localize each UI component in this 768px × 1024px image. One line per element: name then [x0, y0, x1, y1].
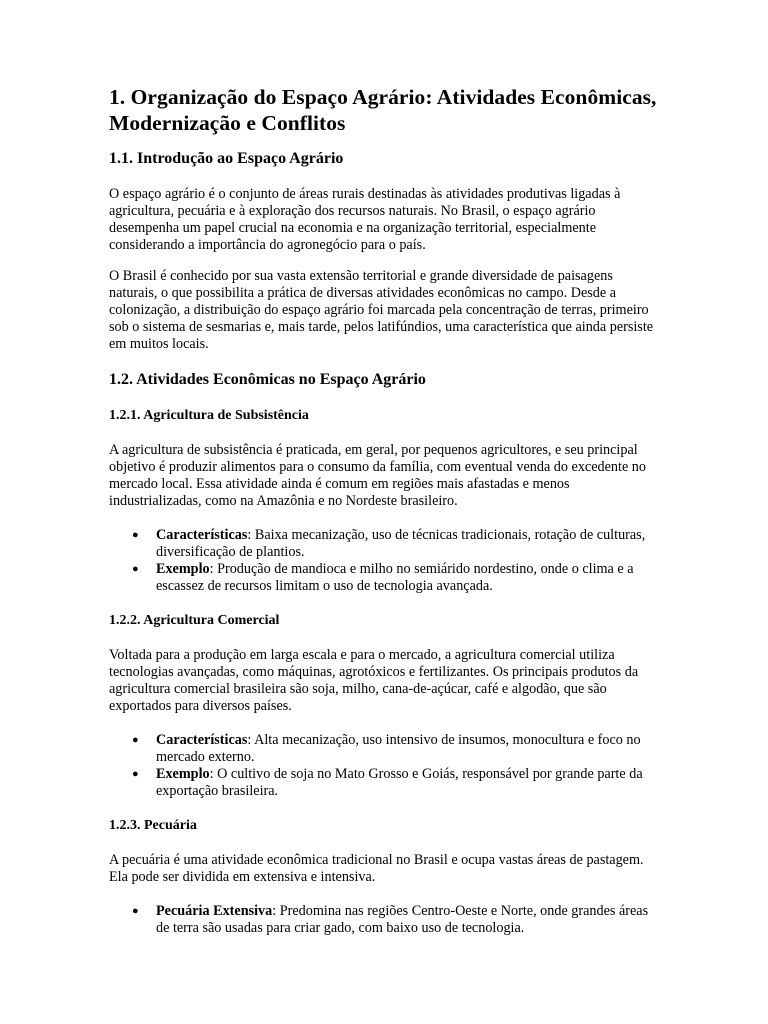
intro-paragraph-1: O espaço agrário é o conjunto de áreas rurais destinadas às atividades produtivas ligadas à agricultura, pecuária e à exploração dos recursos naturais. No Brasil, o espaço agrário desempenha um papel crucial na economia e na organização territorial, especialmente considerando a importância do agronegócio para o país. — [109, 186, 621, 253]
list-item — [132, 903, 661, 937]
section-heading-activities: 1.2. Atividades Econômicas no Espaço Agrário — [109, 371, 426, 388]
document-page — [109, 84, 661, 954]
document-title: 1. Organização do Espaço Agrário: Atividades Econômicas, Modernização e Conflitos — [109, 85, 657, 135]
list-item-text: : Baixa mecanização, uso de técnicas tradicionais, rotação de culturas, diversificação de plantios. — [156, 527, 646, 560]
bullet-icon: ● — [132, 905, 139, 917]
bullet-icon: ● — [132, 529, 139, 541]
commercial-list — [109, 732, 661, 800]
livestock-paragraph: A pecuária é uma atividade econômica tradicional no Brasil e ocupa vastas áreas de pastagem. Ela pode ser dividida em extensiva e intensiva. — [109, 852, 644, 885]
subsistence-paragraph: A agricultura de subsistência é praticada, em geral, por pequenos agricultores, e seu principal objetivo é produzir alimentos para o consumo da família, com eventual venda do excedente no mercado local. Essa atividade ainda é comum em regiões mais afastadas e menos industrializadas, como na Amazônia e no Nordeste brasileiro. — [109, 442, 646, 509]
list-item — [132, 732, 661, 766]
list-item-text: : Alta mecanização, uso intensivo de insumos, monocultura e foco no mercado externo. — [156, 732, 641, 765]
list-item — [132, 527, 661, 561]
list-item — [132, 766, 661, 800]
list-item-text: : Predomina nas regiões Centro-Oeste e Norte, onde grandes áreas de terra são usadas para criar gado, com baixo uso de tecnologia. — [156, 903, 649, 936]
commercial-paragraph: Voltada para a produção em larga escala e para o mercado, a agricultura comercial utiliza tecnologias avançadas, como máquinas, agrotóxicos e fertilizantes. Os principais produtos da agricultura comercial brasileira são soja, milho, cana-de-açúcar, café e algodão, que são exportados para diversos países. — [109, 647, 639, 714]
subsection-heading-commercial: 1.2.2. Agricultura Comercial — [109, 613, 280, 628]
subsistence-list — [109, 527, 661, 595]
list-item-term: Características — [156, 527, 248, 543]
list-item-term: Pecuária Extensiva — [156, 903, 273, 919]
livestock-list — [109, 903, 661, 937]
list-item-term: Exemplo — [156, 561, 210, 577]
intro-paragraph-2: O Brasil é conhecido por sua vasta extensão territorial e grande diversidade de paisagens naturais, o que possibilita a prática de diversas atividades econômicas no campo. Desde a colonização, a distribuição do espaço agrário foi marcada pela concentração de terras, primeiro sob o sistema de sesmarias e, mais tarde, pelos latifúndios, uma característica que ainda persiste em muitos locais. — [109, 268, 654, 352]
bullet-icon: ● — [132, 768, 139, 780]
bullet-icon: ● — [132, 563, 139, 575]
subsection-heading-livestock: 1.2.3. Pecuária — [109, 818, 197, 833]
list-item-term: Características — [156, 732, 248, 748]
list-item-text: : O cultivo de soja no Mato Grosso e Goiás, responsável por grande parte da exportação brasileira. — [156, 766, 643, 799]
list-item-term: Exemplo — [156, 766, 210, 782]
bullet-icon: ● — [132, 734, 139, 746]
subsection-heading-subsistence: 1.2.1. Agricultura de Subsistência — [109, 408, 309, 423]
list-item-text: : Produção de mandioca e milho no semiárido nordestino, onde o clima e a escassez de recursos limitam o uso de tecnologia avançada. — [156, 561, 634, 594]
list-item — [132, 561, 661, 595]
section-heading-intro: 1.1. Introdução ao Espaço Agrário — [109, 150, 344, 167]
